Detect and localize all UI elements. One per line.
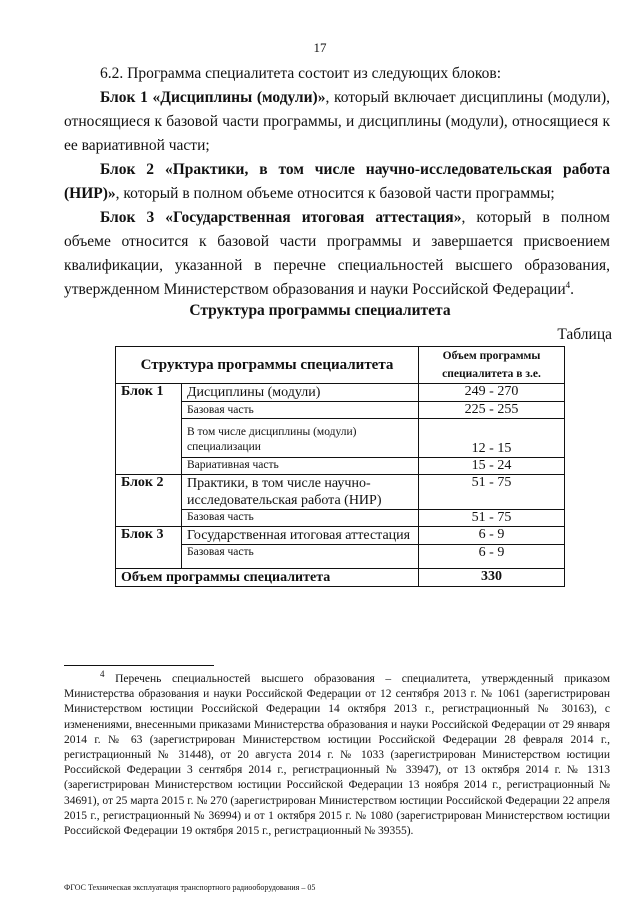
table-row <box>116 384 565 402</box>
block3-label: Блок 3 <box>116 527 182 569</box>
total-label: Объем программы специалитета <box>116 569 419 587</box>
table-row <box>116 402 565 419</box>
block1-base-value: 225 - 255 <box>419 402 565 419</box>
block1-var-value: 15 - 24 <box>419 458 565 475</box>
block2-text: , который в полном объеме относится к базовой части программы; <box>115 185 555 202</box>
table-header-row <box>116 347 565 384</box>
page-number: 17 <box>313 40 327 55</box>
block3-text: , который в полном объеме относится к базовой части программы и завершается присвоением квалификации, указанной в перечне специальностей высшего образования, утвержденном Министерством образования и науки Российской Федерации <box>64 209 610 298</box>
block2-paragraph <box>64 158 610 206</box>
block1-cell-value: 249 - 270 <box>419 384 565 402</box>
table-row <box>116 510 565 527</box>
block1-incl-label: В том числе дисциплины (модули) специализации <box>182 419 419 458</box>
header-volume: Объем программы специалитета в з.е. <box>419 347 565 384</box>
table-total-row <box>116 569 565 587</box>
footnote <box>64 669 610 839</box>
table-caption: Структура программы специалитета <box>189 302 451 319</box>
block3-base-value: 6 - 9 <box>419 545 565 569</box>
block1-var-label: Вариативная часть <box>182 458 419 475</box>
footnote-text: Перечень специальностей высшего образования – специалитета, утвержденный приказом Министерства образования и науки Российской Федерации от 12 сентября 2013 г. № 1061 (зарегистрирован Министерством юстиции Российской Федерации 14 октября 2013 г., регистрационный № 30163), с изменениями, внесенными приказами Министерства образования и науки Российской Федерации от 29 января 2014 г. № 63 (зарегистрирован Министерством юстиции Российской Федерации 28 февраля 2014 г., регистрационный № 31448), от 20 августа 2014 г. № 1033 (зарегистрирован Министерством юстиции Российской Федерации 3 сентября 2014 г., регистрационный № 33947), от 13 октября 2014 г. № 1313 (зарегистрирован Министерством юстиции Российской Федерации 13 ноября 2014 г., регистрационный № 34691), от 25 марта 2015 г. № 270 (зарегистрирован Министерством юстиции Российской Федерации 22 апреля 2015 г., регистрационный № 36994) и от 1 октября 2015 г. № 1080 (зарегистрирован Министерством юстиции Российской Федерации 19 октября 2015 г., регистрационный № 39355). <box>64 673 610 838</box>
block1-title: Блок 1 «Дисциплины (модули)» <box>100 89 326 106</box>
header-structure: Структура программы специалитета <box>116 347 419 384</box>
block1-base-label: Базовая часть <box>182 402 419 419</box>
table-row <box>116 527 565 545</box>
intro-paragraph: 6.2. Программа специалитета состоит из следующих блоков: <box>100 65 502 82</box>
structure-table <box>115 346 565 587</box>
table-row <box>116 475 565 510</box>
table-row <box>116 545 565 569</box>
block2-cell-title: Практики, в том числе научно-исследовательская работа (НИР) <box>182 475 419 510</box>
block2-base-value: 51 - 75 <box>419 510 565 527</box>
block3-paragraph <box>64 206 610 302</box>
block2-label: Блок 2 <box>116 475 182 527</box>
table-label: Таблица <box>557 326 612 343</box>
block3-base-label: Базовая часть <box>182 545 419 569</box>
footnote-divider <box>64 665 214 666</box>
block2-title: Блок 2 «Практики, в том числе научно-исследовательская работа (НИР)» <box>64 161 610 202</box>
block1-incl-value: 12 - 15 <box>419 419 565 458</box>
table-row <box>116 419 565 458</box>
block1-cell-title: Дисциплины (модули) <box>182 384 419 402</box>
block1-text: , который включает дисциплины (модули), относящиеся к базовой части программы, и дисциплины (модули), относящиеся к ее вариативной части; <box>64 89 610 154</box>
footnote-marker: 4 <box>100 669 105 680</box>
page-footer: ФГОС Техническая эксплуатация транспортного радиооборудования – 05 <box>64 883 316 892</box>
block3-title: Блок 3 «Государственная итоговая аттестация» <box>100 209 462 226</box>
block3-cell-title: Государственная итоговая аттестация <box>182 527 419 545</box>
block3-cell-value: 6 - 9 <box>419 527 565 545</box>
block2-base-label: Базовая часть <box>182 510 419 527</box>
total-value: 330 <box>419 569 565 587</box>
block2-cell-value: 51 - 75 <box>419 475 565 510</box>
block3-end: . <box>570 281 575 298</box>
block1-paragraph <box>64 86 610 158</box>
footnote-ref: 4 <box>565 279 571 290</box>
table-row <box>116 458 565 475</box>
block1-label: Блок 1 <box>116 384 182 475</box>
